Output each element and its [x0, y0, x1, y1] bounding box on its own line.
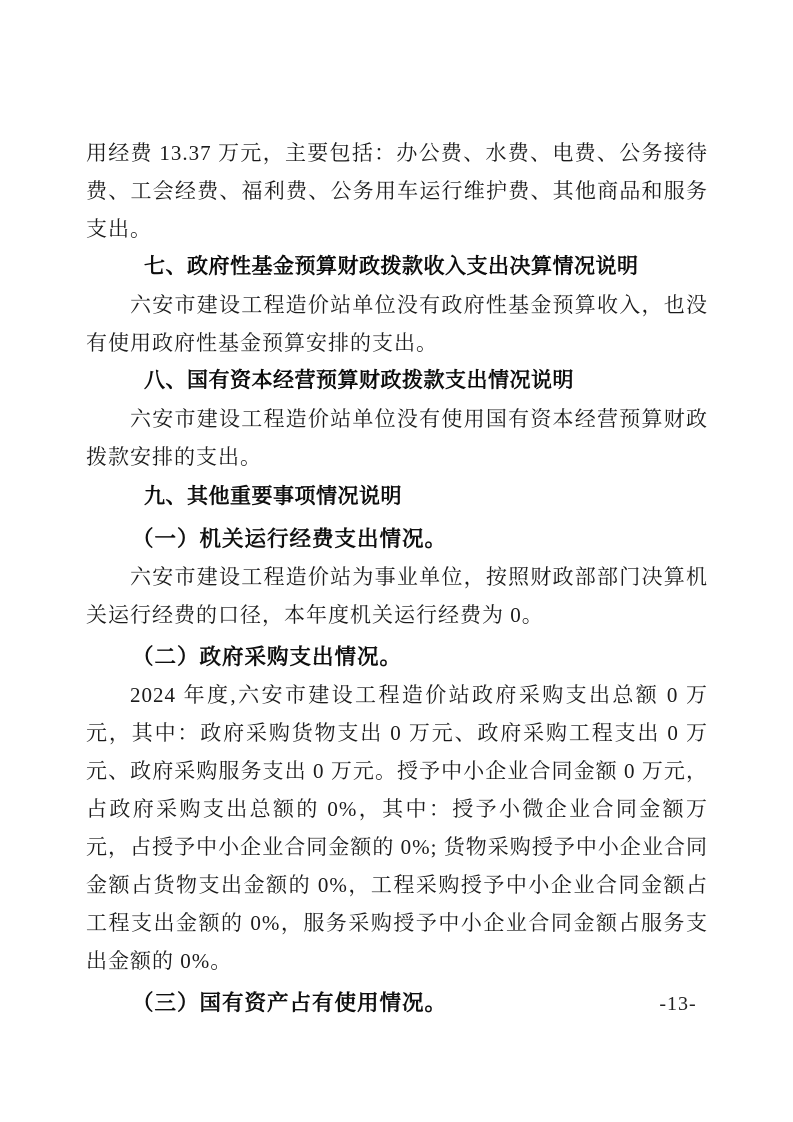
- subsection-heading-two: （二）政府采购支出情况。: [132, 645, 403, 669]
- section-heading-seven: 七、政府性基金预算财政拨款收入支出决算情况说明: [144, 255, 639, 278]
- paragraph-expense-summary: 用经费 13.37 万元，主要包括：办公费、水费、电费、公务接待费、工会经费、福利费、公务用车运行维护费、其他商品和服务支出。: [86, 141, 708, 241]
- page-number: -13-: [659, 993, 697, 1015]
- paragraph-operating-expense: 六安市建设工程造价站为事业单位，按照财政部部门决算机关运行经费的口径，本年度机关运行经费为 0。: [86, 565, 708, 627]
- section-heading-nine: 九、其他重要事项情况说明: [144, 485, 402, 508]
- subsection-heading-one: （一）机关运行经费支出情况。: [132, 527, 448, 551]
- subsection-heading-three: （三）国有资产占有使用情况。: [132, 991, 448, 1015]
- document-body: [86, 134, 708, 1022]
- paragraph-procurement: 2024 年度,六安市建设工程造价站政府采购支出总额 0 万元，其中：政府采购货物支出 0 万元、政府采购工程支出 0 万元、政府采购服务支出 0 万元。授予中小企业合同金额 0 万元，占政府采购支出总额的 0%，其中：授予小微企业合同金额万元，占授予中小企业合同金额的 0%; 货物采购授予中小企业合同金额占货物支出金额的 0%，工程采购授予中小企业合同金额占工程支出金额的 0%，服务采购授予中小企业合同金额占服务支出金额的 0%。: [86, 683, 708, 973]
- paragraph-government-fund: 六安市建设工程造价站单位没有政府性基金预算收入，也没有使用政府性基金预算安排的支出。: [86, 293, 708, 355]
- section-heading-eight: 八、国有资本经营预算财政拨款支出情况说明: [144, 369, 574, 392]
- paragraph-state-capital: 六安市建设工程造价站单位没有使用国有资本经营预算财政拨款安排的支出。: [86, 407, 708, 469]
